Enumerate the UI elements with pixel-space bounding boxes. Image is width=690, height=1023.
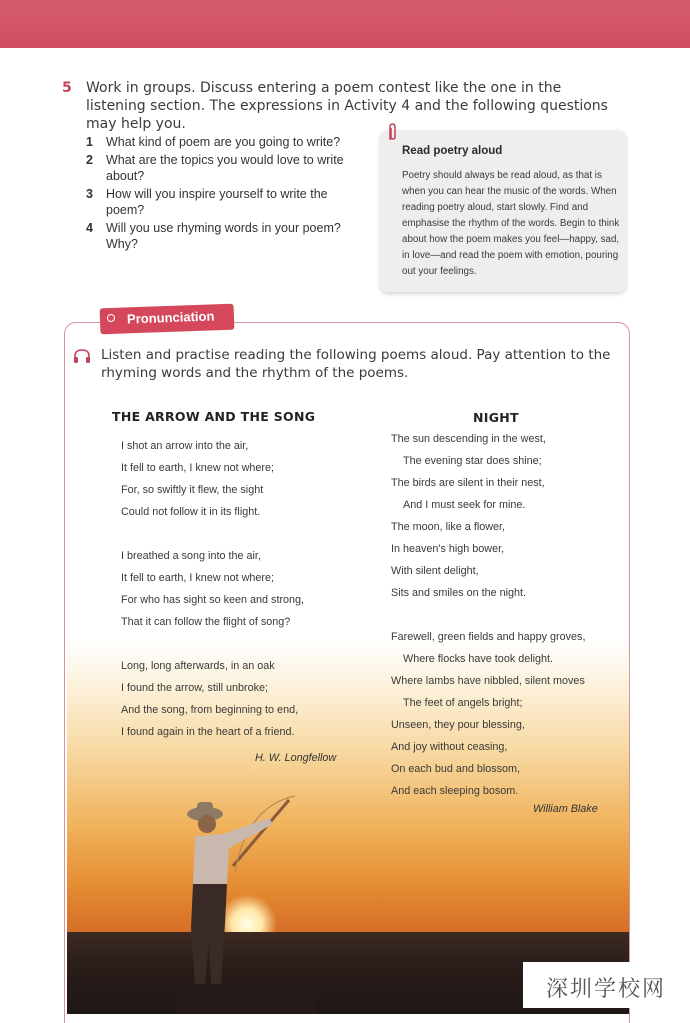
poem-line: The evening star does shine; bbox=[403, 455, 542, 467]
question-item bbox=[86, 134, 356, 151]
stanza-gap bbox=[121, 633, 351, 655]
poem-line: For who has sight so keen and strong, bbox=[121, 594, 305, 606]
poem-line: The sun descending in the west, bbox=[391, 433, 546, 445]
poem-line: The feet of angels bright; bbox=[403, 697, 523, 709]
poem-line: And the song, from beginning to end, bbox=[121, 704, 299, 716]
poem-line: And each sleeping bosom. bbox=[391, 785, 519, 797]
poem-line: I found the arrow, still unbroke; bbox=[121, 682, 269, 694]
poem-line: The moon, like a flower, bbox=[391, 521, 506, 533]
poem-line: Could not follow it in its flight. bbox=[121, 506, 261, 518]
poem-line: The birds are silent in their nest, bbox=[391, 477, 545, 489]
poem-line: Unseen, they pour blessing, bbox=[391, 719, 525, 731]
question-text: What kind of poem are you going to write? bbox=[106, 135, 341, 149]
poem-line: Where lambs have nibbled, silent moves bbox=[391, 675, 585, 687]
question-list bbox=[86, 134, 356, 254]
stanza-gap bbox=[391, 604, 621, 626]
tip-body: Poetry should always be read aloud, as that is when you can hear the music of the words. When reading poetry aloud, start slowly. Find and emphasise the rhythm of the words. Begin to think about how the poem makes you feel—happy, sad, in love—and read the poem with emotion, pouring out your feelings. bbox=[402, 170, 620, 277]
activity-instruction bbox=[62, 79, 622, 133]
poem-line: And joy without ceasing, bbox=[391, 741, 508, 753]
poem-author-blake: William Blake bbox=[533, 803, 598, 815]
poem-line: It fell to earth, I knew not where; bbox=[121, 572, 275, 584]
poem-line: I shot an arrow into the air, bbox=[121, 440, 249, 452]
question-number: 2 bbox=[86, 152, 93, 167]
poem-line: Farewell, green fields and happy groves, bbox=[391, 631, 586, 643]
question-item bbox=[86, 152, 356, 185]
poem-line: In heaven's high bower, bbox=[391, 543, 505, 555]
activity-text: Work in groups. Discuss entering a poem contest like the one in the listening section. The expressions in Activity 4 and the following questions may help you. bbox=[86, 80, 608, 132]
question-text: Will you use rhyming words in your poem? Why? bbox=[106, 220, 341, 251]
question-text: What are the topics you would love to write about? bbox=[106, 152, 344, 183]
poem-line: Where flocks have took delight. bbox=[403, 653, 554, 665]
question-item bbox=[86, 186, 356, 219]
poem-line: With silent delight, bbox=[391, 565, 479, 577]
poem-line: Sits and smiles on the night. bbox=[391, 587, 527, 599]
poem-line: I breathed a song into the air, bbox=[121, 550, 261, 562]
poem-author-longfellow: H. W. Longfellow bbox=[255, 752, 337, 764]
activity-number: 5 bbox=[62, 80, 72, 96]
poem-line: For, so swiftly it flew, the sight bbox=[121, 484, 264, 496]
question-number: 4 bbox=[86, 220, 93, 235]
headphones-icon bbox=[73, 348, 91, 364]
poem-night bbox=[391, 428, 621, 802]
poem-line: I found again in the heart of a friend. bbox=[121, 726, 295, 738]
poem-line: Long, long afterwards, in an oak bbox=[121, 660, 275, 672]
pronunciation-instruction: Listen and practise reading the following poems aloud. Pay attention to the rhyming words and the rhythm of the poems. bbox=[101, 347, 611, 381]
poem-line: And I must seek for mine. bbox=[403, 499, 526, 511]
question-text: How will you inspire yourself to write the poem? bbox=[106, 186, 328, 217]
stanza-gap bbox=[121, 523, 351, 545]
poem-line: On each bud and blossom, bbox=[391, 763, 521, 775]
paperclip-icon bbox=[386, 122, 398, 142]
tip-title: Read poetry aloud bbox=[402, 145, 503, 157]
poem-line: It fell to earth, I knew not where; bbox=[121, 462, 275, 474]
poem-title-arrow-and-song: THE ARROW AND THE SONG bbox=[112, 409, 316, 424]
watermark-text: 深圳学校网 bbox=[546, 977, 667, 1002]
question-number: 3 bbox=[86, 186, 93, 201]
poem-line: That it can follow the flight of song? bbox=[121, 616, 291, 628]
question-number: 1 bbox=[86, 135, 93, 149]
poem-arrow-and-song bbox=[121, 435, 351, 743]
top-color-band bbox=[0, 0, 690, 48]
pronunciation-label: Pronunciation bbox=[126, 308, 215, 327]
question-item bbox=[86, 220, 356, 253]
poem-title-night: NIGHT bbox=[473, 410, 519, 425]
circle-bullet-icon bbox=[107, 314, 115, 322]
